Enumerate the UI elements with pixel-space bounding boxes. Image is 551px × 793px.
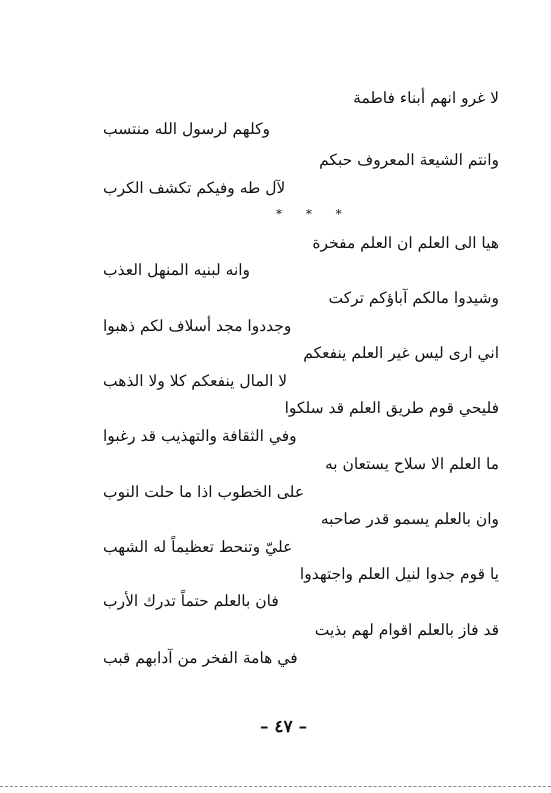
verse-line-12: وفي الثقافة والتهذيب قد رغبوا bbox=[103, 427, 297, 445]
page-number: – ٤٧ – bbox=[260, 717, 308, 737]
verse-line-16: عليّ وتنحط تعظيماً له الشهب bbox=[103, 538, 293, 556]
verse-line-14: على الخطوب اذا ما حلت النوب bbox=[103, 483, 305, 501]
verse-line-17: يا قوم جدوا لنيل العلم واجتهدوا bbox=[299, 565, 499, 583]
verse-line-5: هيا الى العلم ان العلم مفخرة bbox=[312, 234, 499, 252]
verse-line-10: لا المال ينفعكم كلا ولا الذهب bbox=[103, 372, 288, 390]
verse-line-6: وانه لبنيه المنهل العذب bbox=[103, 261, 251, 279]
verse-line-11: فليحي قوم طريق العلم قد سلكوا bbox=[284, 399, 499, 417]
stanza-separator: * * * bbox=[276, 207, 352, 221]
verse-line-3: وانتم الشيعة المعروف حبكم bbox=[319, 151, 499, 169]
verse-line-18: فان بالعلم حتماً تدرك الأرب bbox=[103, 592, 279, 610]
verse-line-8: وجددوا مجد أسلاف لكم ذهبوا bbox=[103, 317, 292, 335]
verse-line-19: قد فاز بالعلم اقوام لهم بذيت bbox=[314, 621, 499, 639]
verse-line-15: وان بالعلم يسمو قدر صاحبه bbox=[320, 510, 499, 528]
bottom-divider bbox=[0, 786, 551, 787]
verse-line-4: لآل طه وفيكم تكشف الكرب bbox=[103, 179, 286, 197]
verse-line-1: لا غرو انهم أبناء فاطمة bbox=[353, 89, 499, 107]
verse-line-2: وكلهم لرسول الله منتسب bbox=[103, 120, 270, 138]
verse-line-13: ما العلم الا سلاح يستعان به bbox=[324, 455, 499, 473]
verse-line-9: اني ارى ليس غير العلم ينفعكم bbox=[303, 344, 499, 362]
verse-line-20: في هامة الفخر من آدابهم قبب bbox=[103, 649, 298, 667]
verse-line-7: وشيدوا مالكم آباؤكم تركت bbox=[328, 289, 499, 307]
